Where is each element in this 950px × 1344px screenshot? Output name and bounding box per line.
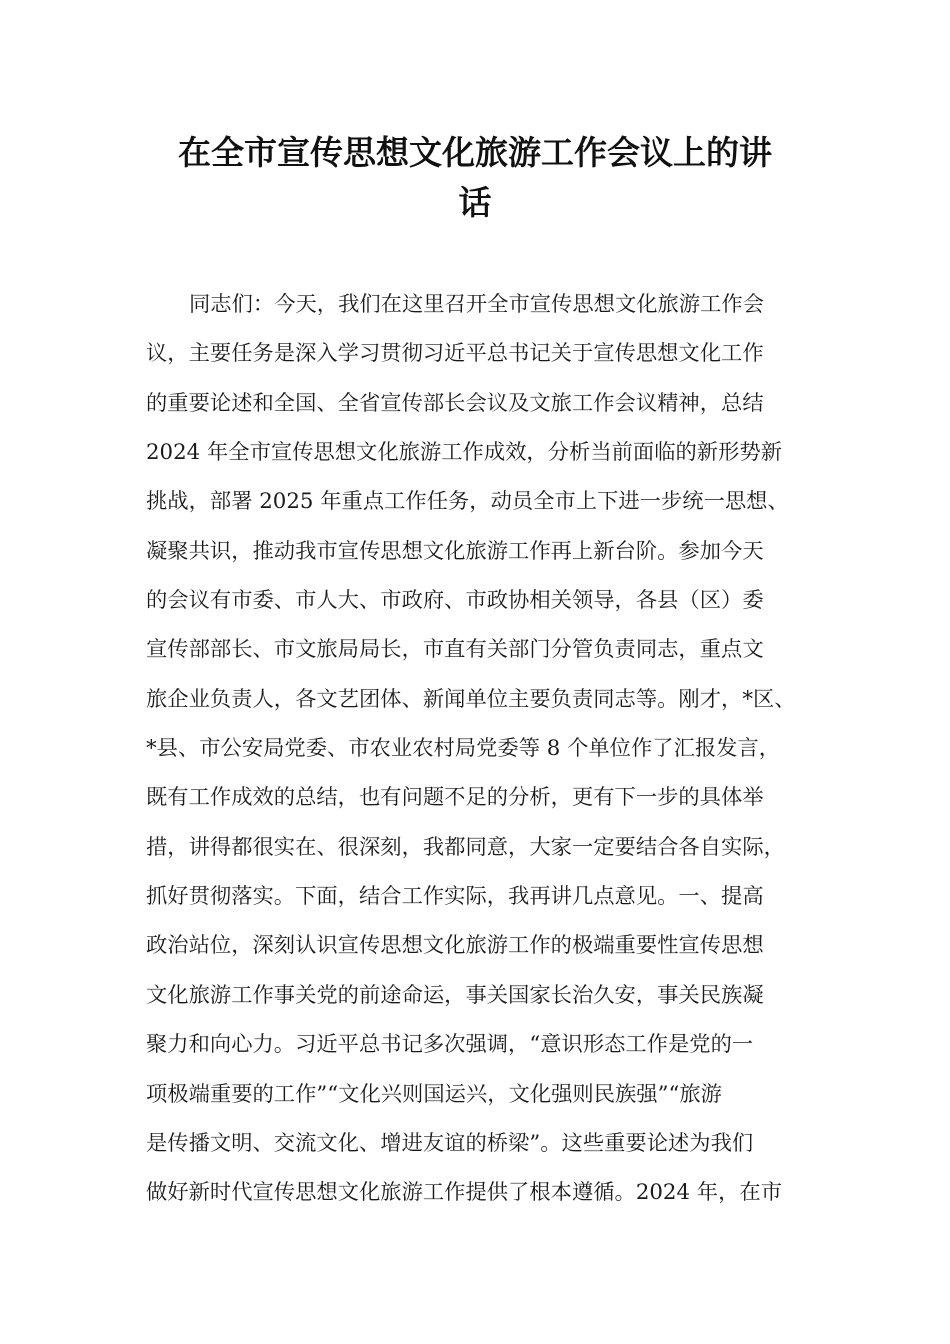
body-line: 的会议有市委、市人大、市政府、市政协相关领导，各县（区）委 — [146, 588, 764, 614]
body-line: 政治站位，深刻认识宣传思想文化旅游工作的极端重要性宣传思想 — [146, 933, 764, 959]
body-line: 宣传部部长、市文旅局局长，市直有关部门分管负责同志，重点文 — [146, 637, 764, 663]
body-line: 聚力和向心力。习近平总书记多次强调，“意识形态工作是党的一 — [146, 1032, 754, 1058]
body-line: *县、市公安局党委、市农业农村局党委等 8 个单位作了汇报发言， — [146, 736, 781, 762]
title-line-2: 话 — [458, 183, 492, 222]
speech-body — [146, 280, 836, 1218]
document-title — [120, 128, 830, 228]
body-line: 挑战，部署 2025 年重点工作任务，动员全市上下进一步统一思想、 — [146, 489, 789, 515]
body-line: 的重要论述和全国、全省宣传部长会议及文旅工作会议精神，总结 — [146, 390, 764, 416]
title-line-1: 在全市宣传思想文化旅游工作会议上的讲 — [178, 133, 772, 172]
body-line: 抓好贯彻落实。下面，结合工作实际，我再讲几点意见。一、提高 — [146, 884, 764, 910]
body-line: 是传播文明、交流文化、增进友谊的桥梁”。这些重要论述为我们 — [146, 1130, 754, 1156]
body-line: 既有工作成效的总结，也有问题不足的分析，更有下一步的具体举 — [146, 785, 764, 811]
body-line: 议，主要任务是深入学习贯彻习近平总书记关于宣传思想文化工作 — [146, 341, 764, 367]
body-line: 措，讲得都很实在、很深刻，我都同意，大家一定要结合各自实际， — [146, 834, 785, 860]
body-line: 2024 年全市宣传思想文化旅游工作成效，分析当前面临的新形势新 — [146, 440, 782, 466]
body-line: 项极端重要的工作”“文化兴则国运兴，文化强则民族强”“旅游 — [146, 1081, 722, 1107]
body-line: 文化旅游工作事关党的前途命运，事关国家长治久安，事关民族凝 — [146, 982, 764, 1008]
body-line: 同志们：今天，我们在这里召开全市宣传思想文化旅游工作会 — [189, 292, 765, 317]
body-line: 做好新时代宣传思想文化旅游工作提供了根本遵循。2024 年，在市 — [146, 1180, 782, 1206]
body-line: 凝聚共识，推动我市宣传思想文化旅游工作再上新台阶。参加今天 — [146, 538, 764, 564]
body-line: 旅企业负责人，各文艺团体、新闻单位主要负责同志等。刚才，*区、 — [146, 686, 796, 712]
